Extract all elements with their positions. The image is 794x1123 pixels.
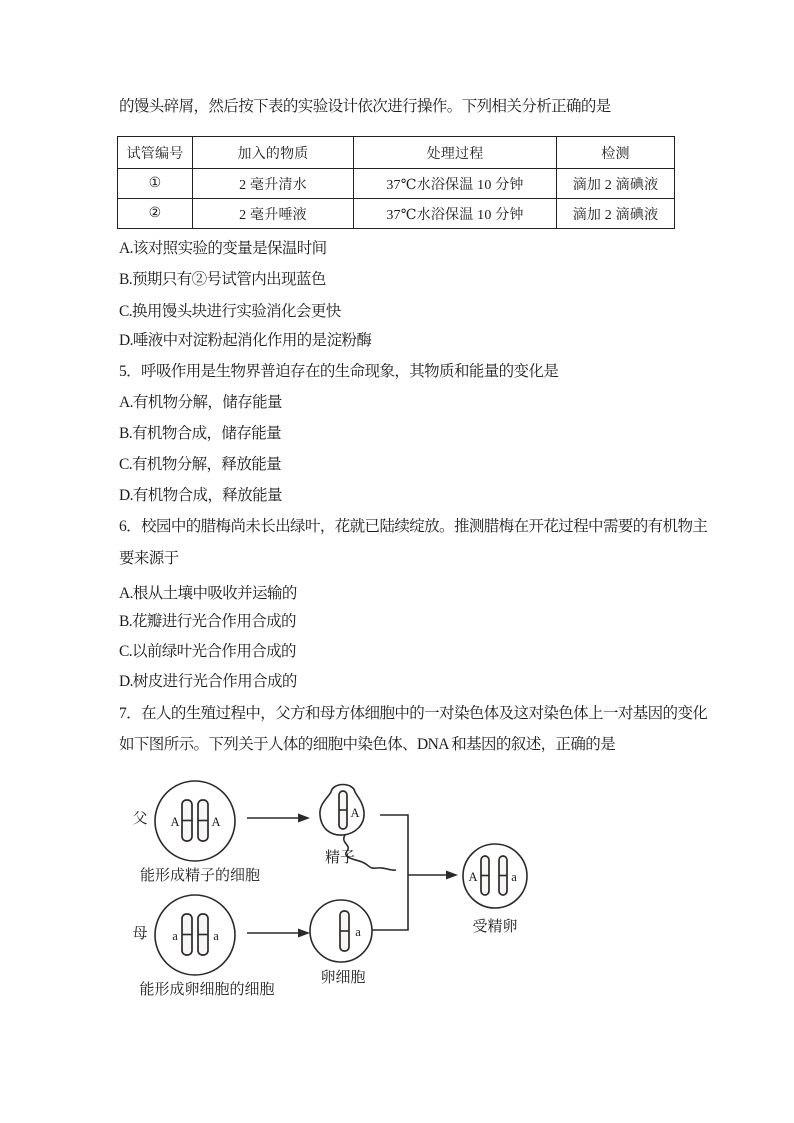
q6-stem-line2: 要来源于: [119, 550, 179, 567]
mother-cell-caption: 能形成卵细胞的细胞: [139, 982, 275, 998]
q5-stem: 5．呼吸作用是生物界普迫存在的生命现象，其物质和能量的变化是: [119, 363, 559, 380]
q6-option-c: C.以前绿叶光合作用合成的: [119, 643, 296, 660]
sperm-label: 精子: [324, 850, 356, 866]
bracket-line: [372, 815, 408, 930]
q5-option-d: D.有机物合成，释放能量: [119, 487, 282, 504]
cell-substance: 2 毫升唾液: [193, 199, 354, 229]
q4-option-a: A.该对照实验的变量是保温时间: [119, 240, 327, 257]
arrow-head: [446, 871, 458, 880]
gene-label: a: [355, 925, 361, 939]
cell-process: 37℃水浴保温 10 分钟: [354, 199, 557, 229]
q5-option-b: B.有机物合成，储存能量: [119, 425, 282, 442]
q5-option-a: A.有机物分解，储存能量: [119, 394, 282, 411]
q6-option-a: A.根从土壤中吸收并运输的: [119, 585, 297, 602]
cell-tube-number: ①: [118, 169, 193, 199]
zygote-label: 受精卵: [472, 919, 518, 935]
header-tube-number: 试管编号: [118, 137, 193, 169]
gene-label: A: [211, 815, 221, 829]
q6-stem-line1: 6．校园中的腊梅尚未长出绿叶，花就已陆续绽放。推测腊梅在开花过程中需要的有机物主: [119, 518, 708, 535]
arrow-head: [298, 814, 310, 823]
q4-option-b: B.预期只有②号试管内出现蓝色: [119, 271, 326, 288]
header-detection: 检测: [557, 137, 675, 169]
cell-detection: 滴加 2 滴碘液: [557, 169, 675, 199]
table-row: [118, 199, 675, 229]
header-process: 处理过程: [354, 137, 557, 169]
mother-cell-circle: [155, 895, 235, 975]
table-header-row: [118, 137, 675, 169]
gene-label: A: [468, 870, 478, 884]
q7-stem-line2: 如下图所示。下列关于人体的细胞中染色体、DNA 和基因的叙述，正确的是: [119, 736, 616, 753]
cell-detection: 滴加 2 滴碘液: [557, 199, 675, 229]
arrow-head: [298, 929, 310, 938]
q7-stem-line1: 7．在人的生殖过程中，父方和母方体细胞中的一对染色体及这对染色体上一对基因的变化: [119, 705, 708, 722]
q5-option-c: C.有机物分解，释放能量: [119, 456, 282, 473]
cell-process: 37℃水浴保温 10 分钟: [354, 169, 557, 199]
continuation-line: 的馒头碎屑，然后按下表的实验设计依次进行操作。下列相关分析正确的是: [119, 98, 611, 115]
gene-label: A: [350, 806, 360, 820]
gene-label: a: [511, 870, 517, 884]
q6-option-b: B.花瓣进行光合作用合成的: [119, 613, 296, 630]
table-row: [118, 169, 675, 199]
cell-tube-number: ②: [118, 199, 193, 229]
gene-label: a: [213, 929, 219, 943]
gene-label: a: [172, 929, 178, 943]
father-cell-circle: [155, 781, 235, 861]
gene-label: A: [170, 815, 180, 829]
mother-label: 母: [132, 926, 148, 942]
father-cell-caption: 能形成精子的细胞: [139, 868, 261, 884]
q4-option-c: C.换用馒头块进行实验消化会更快: [119, 303, 341, 320]
father-label: 父: [132, 811, 148, 827]
egg-label: 卵细胞: [320, 970, 366, 986]
experiment-table: [117, 136, 675, 229]
cell-substance: 2 毫升清水: [193, 169, 354, 199]
q6-option-d: D.树皮进行光合作用合成的: [119, 673, 297, 690]
header-substance: 加入的物质: [193, 137, 354, 169]
q4-option-d: D.唾液中对淀粉起消化作用的是淀粉酶: [119, 332, 372, 349]
genetics-diagram: [100, 775, 680, 1015]
